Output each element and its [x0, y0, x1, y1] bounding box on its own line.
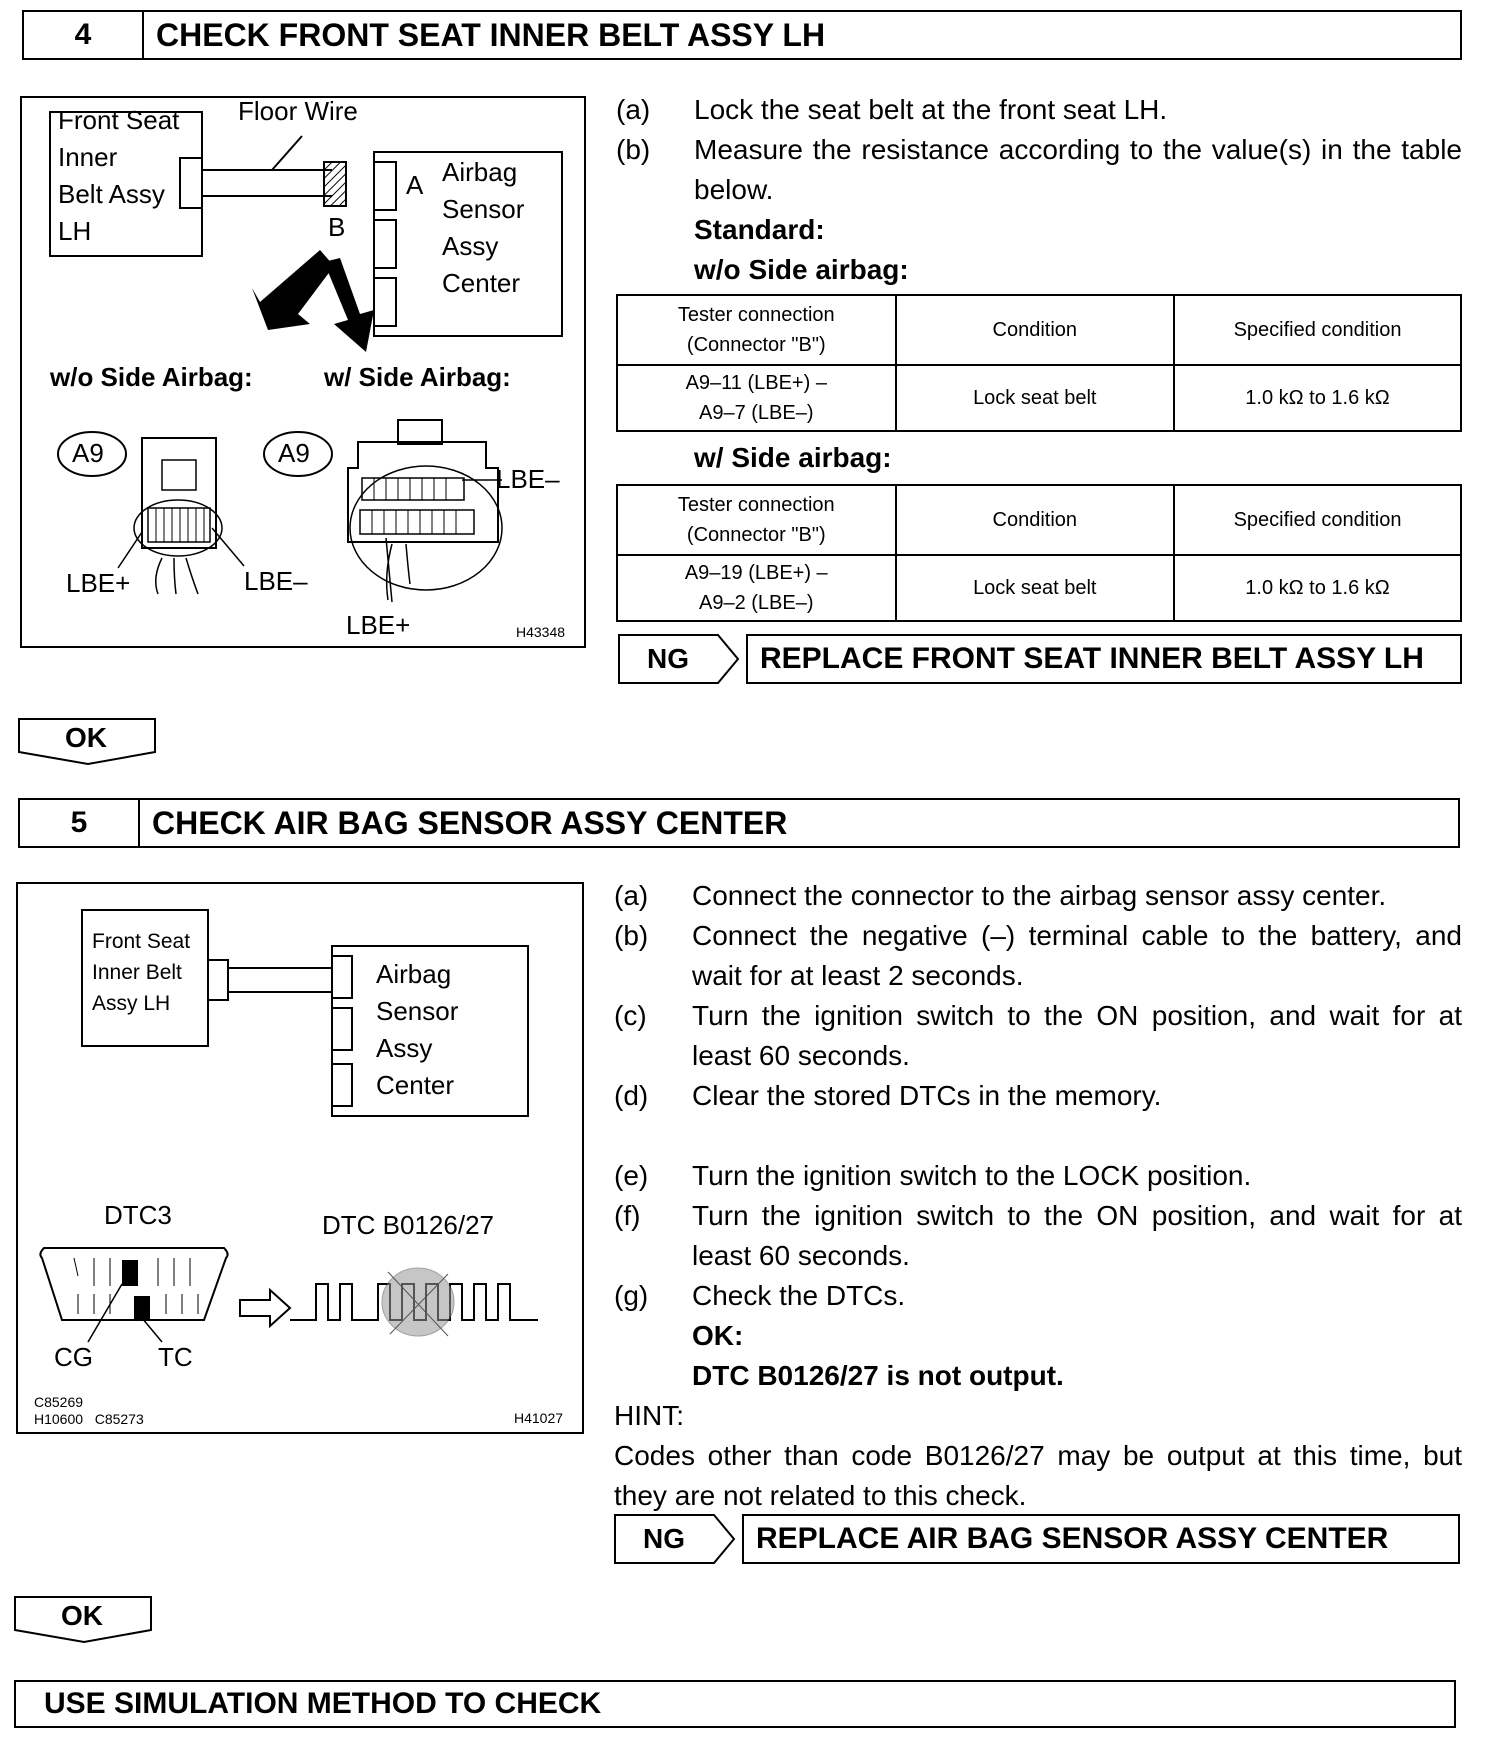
instruction-text: Check the DTCs. [692, 1280, 906, 1311]
instruction-label: (g) [614, 1280, 649, 1311]
ok-criteria-label: OK: [692, 1320, 744, 1351]
instruction-label: (a) [616, 94, 651, 125]
dtc3-label: DTC3 [104, 1200, 172, 1230]
step-title: CHECK FRONT SEAT INNER BELT ASSY LH [156, 16, 826, 53]
ng-label: NG [643, 1523, 685, 1554]
instruction-label: (b) [614, 920, 649, 951]
final-action-title: USE SIMULATION METHOD TO CHECK [44, 1687, 602, 1720]
ok-label: OK [61, 1600, 103, 1631]
table-cell: 1.0 kΩ to 1.6 kΩ [1174, 555, 1461, 621]
wo-side-airbag-heading: w/o Side airbag: [694, 254, 909, 285]
ecu-label: Airbag Sensor Assy Center [442, 157, 525, 298]
dtc-code-label: DTC B0126/27 [322, 1210, 494, 1240]
instruction-text: Clear the stored DTCs in the memory. [692, 1080, 1162, 1111]
step5-ng-row [614, 1514, 1460, 1564]
instruction-text: Connect the connector to the airbag sensor assy center. [692, 880, 1387, 911]
step4-ng-row [618, 634, 1462, 684]
hint-label: HINT: [614, 1400, 684, 1431]
ecu-label: Airbag Sensor Assy Center [376, 959, 459, 1100]
instruction-row [614, 876, 1462, 916]
seat-belt-box-label: Front Seat Inner Belt Assy LH [92, 930, 191, 1015]
instruction-row [616, 130, 1462, 210]
w-side-airbag-label: w/ Side Airbag: [324, 362, 511, 392]
table-header: Tester connection (Connector "B") [617, 295, 896, 365]
ok-label: OK [65, 722, 107, 753]
step-number: 4 [24, 12, 144, 58]
instruction-row [614, 996, 1462, 1076]
step-number: 5 [20, 800, 140, 846]
lbe-minus-right-label: LBE– [496, 464, 560, 494]
table-header: Specified condition [1174, 485, 1461, 555]
lbe-minus-left-label: LBE– [244, 566, 308, 596]
final-action-box [14, 1680, 1456, 1728]
instruction-label: (f) [614, 1200, 641, 1231]
step-4-header [22, 10, 1462, 60]
floor-wire-label: Floor Wire [238, 96, 358, 126]
step5-figure [16, 882, 584, 1434]
spec-table-w-side-airbag [616, 484, 1462, 622]
step-title: CHECK AIR BAG SENSOR ASSY CENTER [152, 804, 788, 841]
table-header: Specified condition [1174, 295, 1461, 365]
hint-text: Codes other than code B0126/27 may be output at this time, but they are not related to this check. [614, 1440, 1462, 1511]
instruction-row [614, 1076, 1462, 1116]
figure-code: H41027 [514, 1410, 564, 1426]
table-header: Condition [896, 485, 1175, 555]
table-cell: 1.0 kΩ to 1.6 kΩ [1174, 365, 1461, 431]
lbe-plus-right-label: LBE+ [346, 610, 411, 640]
instruction-row [614, 1276, 1462, 1316]
instruction-text: Lock the seat belt at the front seat LH. [694, 94, 1168, 125]
instruction-text: Connect the negative (–) terminal cable to the battery, and wait for at least 2 seconds. [692, 920, 1462, 991]
ok-criteria-result: DTC B0126/27 is not output. [692, 1360, 1064, 1391]
standard-label: Standard: [694, 214, 825, 245]
instruction-label: (d) [614, 1080, 649, 1111]
dtc-pattern-crossout [382, 1268, 454, 1336]
instruction-text: Turn the ignition switch to the LOCK position. [692, 1160, 1252, 1191]
figure-code: H43348 [516, 624, 566, 640]
connector-b-label: B [328, 212, 346, 242]
wo-side-airbag-label: w/o Side Airbag: [50, 362, 253, 392]
instruction-row [614, 1196, 1462, 1276]
step-5-header [18, 798, 1460, 848]
ng-indicator [618, 634, 742, 684]
instruction-label: (a) [614, 880, 649, 911]
instruction-text: Turn the ignition switch to the ON position, and wait for at least 60 seconds. [692, 1200, 1462, 1271]
cg-label: CG [54, 1342, 93, 1372]
ng-indicator [614, 1514, 738, 1564]
tc-label: TC [158, 1342, 193, 1372]
connector-a-label: A [406, 170, 424, 200]
instruction-row [614, 916, 1462, 996]
a9-right-label: A9 [278, 438, 310, 468]
step4-figure [20, 96, 586, 648]
instruction-row [614, 1156, 1462, 1196]
table-cell: A9–19 (LBE+) – A9–2 (LBE–) [617, 555, 896, 621]
step5-ok-indicator [14, 1596, 154, 1644]
table-header: Condition [896, 295, 1175, 365]
instruction-label: (c) [614, 1000, 647, 1031]
instruction-label: (e) [614, 1160, 649, 1191]
a9-left-label: A9 [72, 438, 104, 468]
table-cell: Lock seat belt [896, 365, 1175, 431]
instruction-row [616, 90, 1462, 130]
instruction-text: Turn the ignition switch to the ON position, and wait for at least 60 seconds. [692, 1000, 1462, 1071]
ng-label: NG [647, 643, 689, 674]
ng-action-box: REPLACE AIR BAG SENSOR ASSY CENTER [742, 1514, 1460, 1564]
table-header: Tester connection (Connector "B") [617, 485, 896, 555]
table-cell: A9–11 (LBE+) – A9–7 (LBE–) [617, 365, 896, 431]
step4-ok-indicator [18, 718, 158, 766]
table-cell: Lock seat belt [896, 555, 1175, 621]
figure-ref-codes: C85269 H10600 C85273 [34, 1394, 144, 1427]
step4-instructions [616, 90, 1462, 290]
instruction-label: (b) [616, 134, 651, 165]
instruction-text: Measure the resistance according to the value(s) in the table below. [694, 134, 1462, 205]
w-side-airbag-heading: w/ Side airbag: [694, 442, 892, 473]
seat-belt-box-label: Front Seat Inner Belt Assy LH [58, 105, 180, 246]
lbe-plus-left-label: LBE+ [66, 568, 131, 598]
step5-instructions [614, 876, 1462, 1516]
spec-table-wo-side-airbag [616, 294, 1462, 432]
ng-action-box: REPLACE FRONT SEAT INNER BELT ASSY LH [746, 634, 1462, 684]
